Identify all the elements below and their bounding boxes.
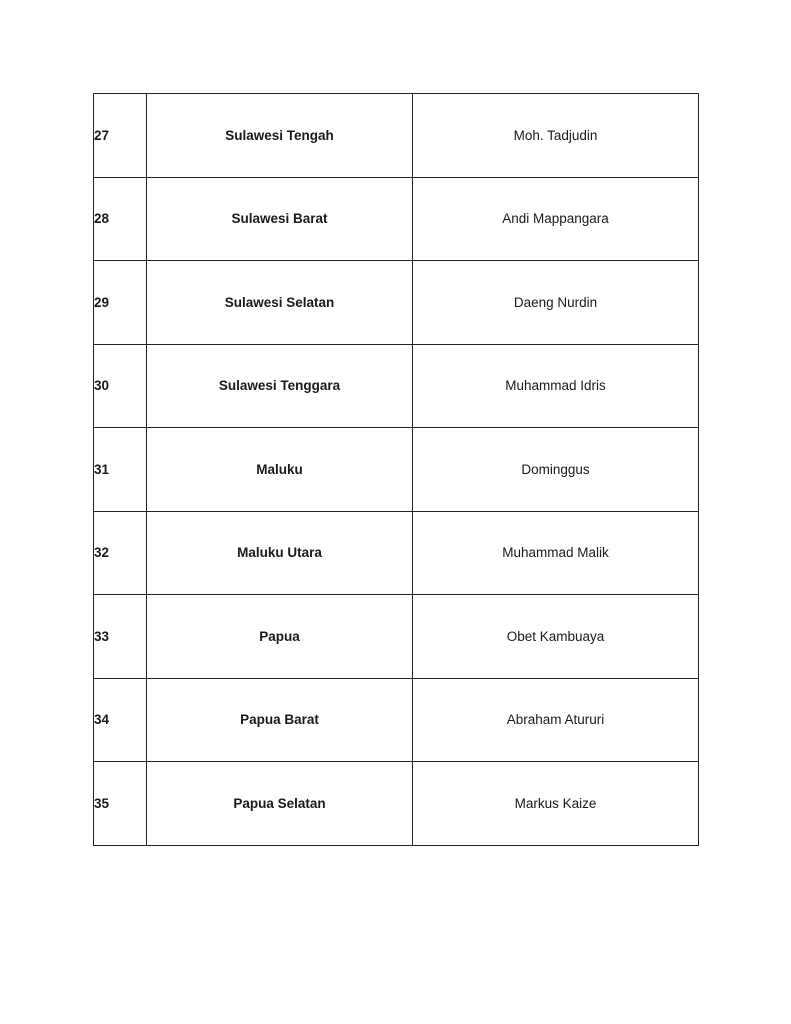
person-name-cell: Dominggus (413, 428, 699, 512)
row-number-cell: 28 (94, 177, 147, 261)
row-number-cell: 30 (94, 344, 147, 428)
province-cell: Papua Barat (147, 678, 413, 762)
person-name-cell: Moh. Tadjudin (413, 94, 699, 178)
person-name-cell: Andi Mappangara (413, 177, 699, 261)
province-cell: Sulawesi Selatan (147, 261, 413, 345)
person-name-cell: Muhammad Idris (413, 344, 699, 428)
table-row (94, 261, 699, 345)
table-row (94, 511, 699, 595)
row-number-cell: 32 (94, 511, 147, 595)
province-cell: Maluku (147, 428, 413, 512)
province-table-body (94, 94, 699, 846)
person-name-cell: Daeng Nurdin (413, 261, 699, 345)
province-cell: Sulawesi Barat (147, 177, 413, 261)
row-number-cell: 27 (94, 94, 147, 178)
row-number-cell: 29 (94, 261, 147, 345)
row-number-cell: 31 (94, 428, 147, 512)
person-name-cell: Markus Kaize (413, 762, 699, 846)
row-number-cell: 33 (94, 595, 147, 679)
row-number-cell: 35 (94, 762, 147, 846)
person-name-cell: Abraham Atururi (413, 678, 699, 762)
table-row (94, 177, 699, 261)
province-cell: Papua (147, 595, 413, 679)
table-row (94, 762, 699, 846)
province-table (93, 93, 699, 846)
province-cell: Sulawesi Tengah (147, 94, 413, 178)
table-row (94, 428, 699, 512)
row-number-cell: 34 (94, 678, 147, 762)
table-row (94, 94, 699, 178)
province-cell: Maluku Utara (147, 511, 413, 595)
province-cell: Papua Selatan (147, 762, 413, 846)
person-name-cell: Muhammad Malik (413, 511, 699, 595)
person-name-cell: Obet Kambuaya (413, 595, 699, 679)
table-row (94, 595, 699, 679)
table-row (94, 678, 699, 762)
table-row (94, 344, 699, 428)
province-cell: Sulawesi Tenggara (147, 344, 413, 428)
